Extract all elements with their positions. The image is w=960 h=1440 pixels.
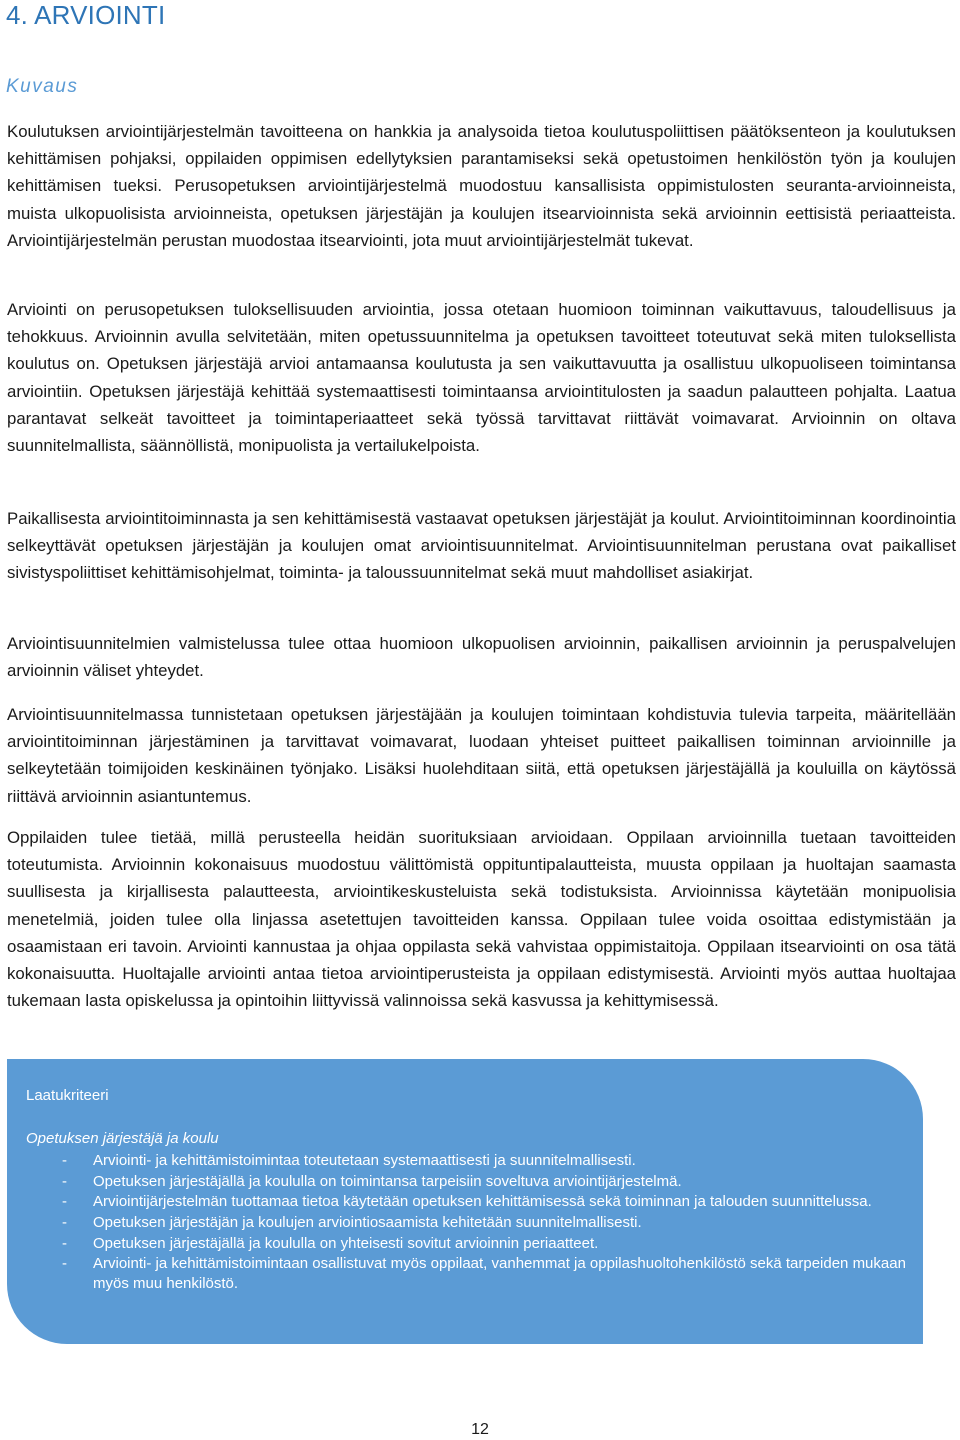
criteria-item [26, 1192, 906, 1212]
list-dash: - [62, 1214, 67, 1232]
criteria-item-text: Arviointijärjestelmän tuottamaa tietoa käytetään opetuksen kehittämisessä sekä toiminnan ja talouden suunnittelussa. [93, 1193, 872, 1211]
criteria-item-text: Arviointi- ja kehittämistoimintaa toteutetaan systemaattisesti ja suunnitelmallisesti. [93, 1152, 636, 1169]
criteria-item [26, 1254, 906, 1293]
criteria-item [26, 1172, 906, 1192]
page-number: 12 [471, 1421, 489, 1438]
criteria-item [26, 1234, 906, 1254]
body-paragraph-4: Arviointisuunnitelmien valmistelussa tulee ottaa huomioon ulkopuolisen arvioinnin, paikallisen arvioinnin ja peruspalvelujen arvioinnin väliset yhteydet. [7, 634, 956, 681]
list-dash: - [62, 1255, 67, 1273]
body-paragraph-1: Koulutuksen arviointijärjestelmän tavoitteena on hankkia ja analysoida tietoa koulutuspoliittisen päätöksenteon ja koulutuksen kehittämisen pohjaksi, oppilaiden oppimisen edellytyksien parantamiseksi sekä opetustoimen henkilöstön työn ja koulujen kehittämisen tueksi. Perusopetuksen arviointijärjestelmä muodostuu kansallisista oppimistulosten seuranta-arvioinneista, muista ulkopuolisista arvioinneista, opetuksen järjestäjän ja koulujen itsearvioinnista sekä arvioinnin eettisistä periaatteista. Arviointijärjestelmän perustan muodostaa itsearviointi, jota muut arviointijärjestelmät tukevat. [7, 122, 956, 250]
criteria-title: Laatukriteeri [26, 1087, 109, 1104]
body-paragraph-2: Arviointi on perusopetuksen tuloksellisuuden arviointia, jossa otetaan huomioon toiminnan vaikuttavuus, taloudellisuus ja tehokkuus. Arvioinnin avulla selvitetään, miten opetussuunnitelma ja opetuksen tavoitteet toteutuvat sekä miten tuloksellista koulutus on. Opetuksen järjestäjä arvioi antamaansa koulutusta ja sen vaikuttavuutta ja osallistuu ulkopuoliseen toimintansa arviointiin. Opetuksen järjestäjä kehittää systemaattisesti toimintaansa arviointitulosten ja saadun palautteen pohjalta. Laatua parantavat selkeät tavoitteet ja toimintaperiaatteet sekä työssä tarvittavat riittävät voimavarat. Arvioinnin on oltava suunnitelmallista, säännöllistä, monipuolista ja vertailukelpoista. [7, 300, 956, 456]
section-subheading: Kuvaus [6, 76, 79, 97]
body-paragraph-5: Arviointisuunnitelmassa tunnistetaan opetuksen järjestäjään ja koulujen toimintaan kohdistuvia tulevia tarpeita, määritellään arviointitoiminnan järjestäminen ja tarvittavat voimavarat, luodaan yhteiset puitteet paikallisen toiminnan arvioinnille ja selkeytetään toimijoiden keskinäinen työnjako. Lisäksi huolehditaan siitä, että opetuksen järjestäjällä ja kouluilla on käytössä riittävä arvioinnin asiantuntemus. [7, 705, 956, 806]
section-heading: 4. ARVIOINTI [6, 0, 166, 30]
criteria-item-text: Arviointi- ja kehittämistoimintaan osallistuvat myös oppilaat, vanhemmat ja oppilashuoltohenkilöstö sekä tarpeiden mukaan myös muu henkilöstö. [93, 1255, 906, 1292]
criteria-item-text: Opetuksen järjestäjällä ja koululla on toimintansa tarpeisiin soveltuva arviointijärjestelmä. [93, 1172, 682, 1190]
list-dash: - [62, 1152, 67, 1169]
criteria-item [26, 1213, 906, 1233]
list-dash: - [62, 1172, 67, 1190]
criteria-list [26, 1151, 906, 1295]
criteria-subtitle: Opetuksen järjestäjä ja koulu [26, 1130, 219, 1147]
criteria-item [26, 1151, 906, 1171]
body-paragraph-3: Paikallisesta arviointitoiminnasta ja sen kehittämisestä vastaavat opetuksen järjestäjät ja koulut. Arviointitoiminnan koordinointia selkeyttävät opetuksen järjestäjän ja koulujen omat arviointisuunnitelmat. Arviointisuunnitelman perustana ovat paikalliset sivistyspoliittiset kehittämisohjelmat, toiminta- ja taloussuunnitelmat sekä muut mahdolliset asiakirjat. [7, 509, 956, 583]
quality-criteria-box [7, 1059, 923, 1344]
list-dash: - [62, 1234, 67, 1252]
criteria-item-text: Opetuksen järjestäjällä ja koululla on yhteisesti sovitut arvioinnin periaatteet. [93, 1234, 599, 1252]
criteria-item-text: Opetuksen järjestäjän ja koulujen arviointiosaamista kehitetään suunnitelmallisesti. [93, 1214, 642, 1232]
body-paragraph-6: Oppilaiden tulee tietää, millä perusteella heidän suorituksiaan arvioidaan. Oppilaan arvioinnilla tuetaan tavoitteiden toteutumista. Arvioinnin kokonaisuus muodostuu välittömistä oppituntipalautteista, muusta oppilaan ja huoltajan saamasta suullisesta ja kirjallisesta palautteesta, arviointikeskusteluista sekä todistuksista. Arvioinnissa käytetään monipuolisia menetelmiä, joiden tulee olla linjassa asetettujen tavoitteiden kanssa. Oppilaan tulee voida osoittaa edistymistään ja osaamistaan eri tavoin. Arviointi kannustaa ja ohjaa oppilasta sekä vahvistaa oppimistaitoja. Oppilaan itsearviointi on osa tätä kokonaisuutta. Huoltajalle arviointi antaa tietoa arviointiperusteista ja oppilaan edistymisestä. Arviointi myös auttaa huoltajaa tukemaan lasta opiskelussa ja opintoihin liittyvissä valinnoissa sekä kasvussa ja kehittymisessä. [7, 828, 956, 1011]
list-dash: - [62, 1193, 67, 1211]
